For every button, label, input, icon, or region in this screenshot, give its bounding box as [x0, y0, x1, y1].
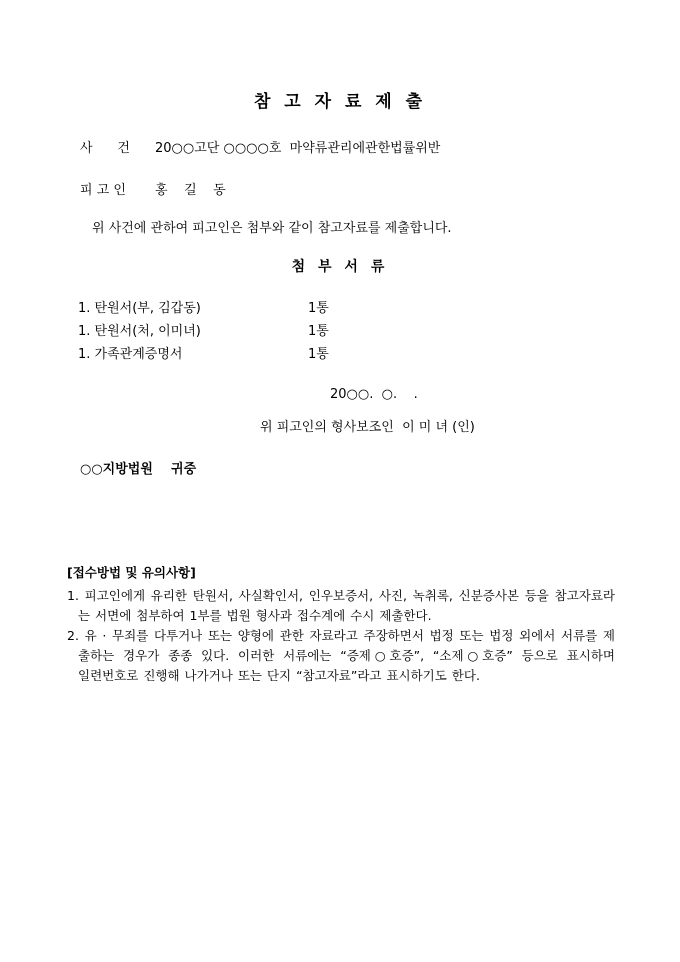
- note-line: 출하는 경우가 종종 있다. 이러한 서류에는 “증제○호증”, “소제○호증” 등으로 표시하며: [78, 648, 615, 663]
- notes-heading: [접수방법 및 유의사항]: [67, 565, 196, 580]
- attachment-count: 1통: [308, 324, 329, 339]
- note-line: 일련번호로 진행해 나가거나 또는 단지 “참고자료”라고 표시하기도 한다.: [78, 668, 480, 683]
- attachment-name: 1. 가족관계증명서: [78, 347, 183, 362]
- defendant-name: 홍 길 동: [155, 183, 226, 198]
- addressed-court: ○○지방법원 귀중: [80, 462, 197, 477]
- attachment-count: 1통: [308, 347, 329, 362]
- note-line: 2. 유 · 무죄를 다투거나 또는 양형에 관한 자료라고 주장하면서 법정 또는 법정 외에서 서류를 제: [67, 628, 615, 643]
- defendant-label: 피 고 인: [80, 183, 126, 198]
- filing-notes-section: [67, 563, 615, 686]
- signature-line: 위 피고인의 형사보조인 이 미 녀 (인): [260, 420, 475, 435]
- attachment-count: 1통: [308, 301, 329, 316]
- note-item: [67, 586, 615, 626]
- note-line: 1. 피고인에게 유리한 탄원서, 사실확인서, 인우보증서, 사진, 녹취록, 신분증사본 등을 참고자료라: [67, 588, 615, 603]
- document-title: 참 고 자 료 제 출: [253, 92, 427, 112]
- case-number: 20○○고단 ○○○○호 마약류관리에관한법률위반: [155, 141, 441, 156]
- document-date: 20○○. ○. .: [330, 387, 418, 402]
- attachments-heading: 첨 부 서 류: [291, 259, 389, 275]
- submission-statement: 위 사건에 관하여 피고인은 첨부와 같이 참고자료를 제출합니다.: [92, 221, 452, 236]
- note-line: 는 서면에 첨부하여 1부를 법원 형사과 접수계에 수시 제출한다.: [78, 608, 432, 623]
- attachment-name: 1. 탄원서(처, 이미녀): [78, 324, 201, 339]
- note-item: [67, 626, 615, 686]
- case-label: 사 건: [80, 141, 130, 156]
- attachment-name: 1. 탄원서(부, 김갑동): [78, 301, 201, 316]
